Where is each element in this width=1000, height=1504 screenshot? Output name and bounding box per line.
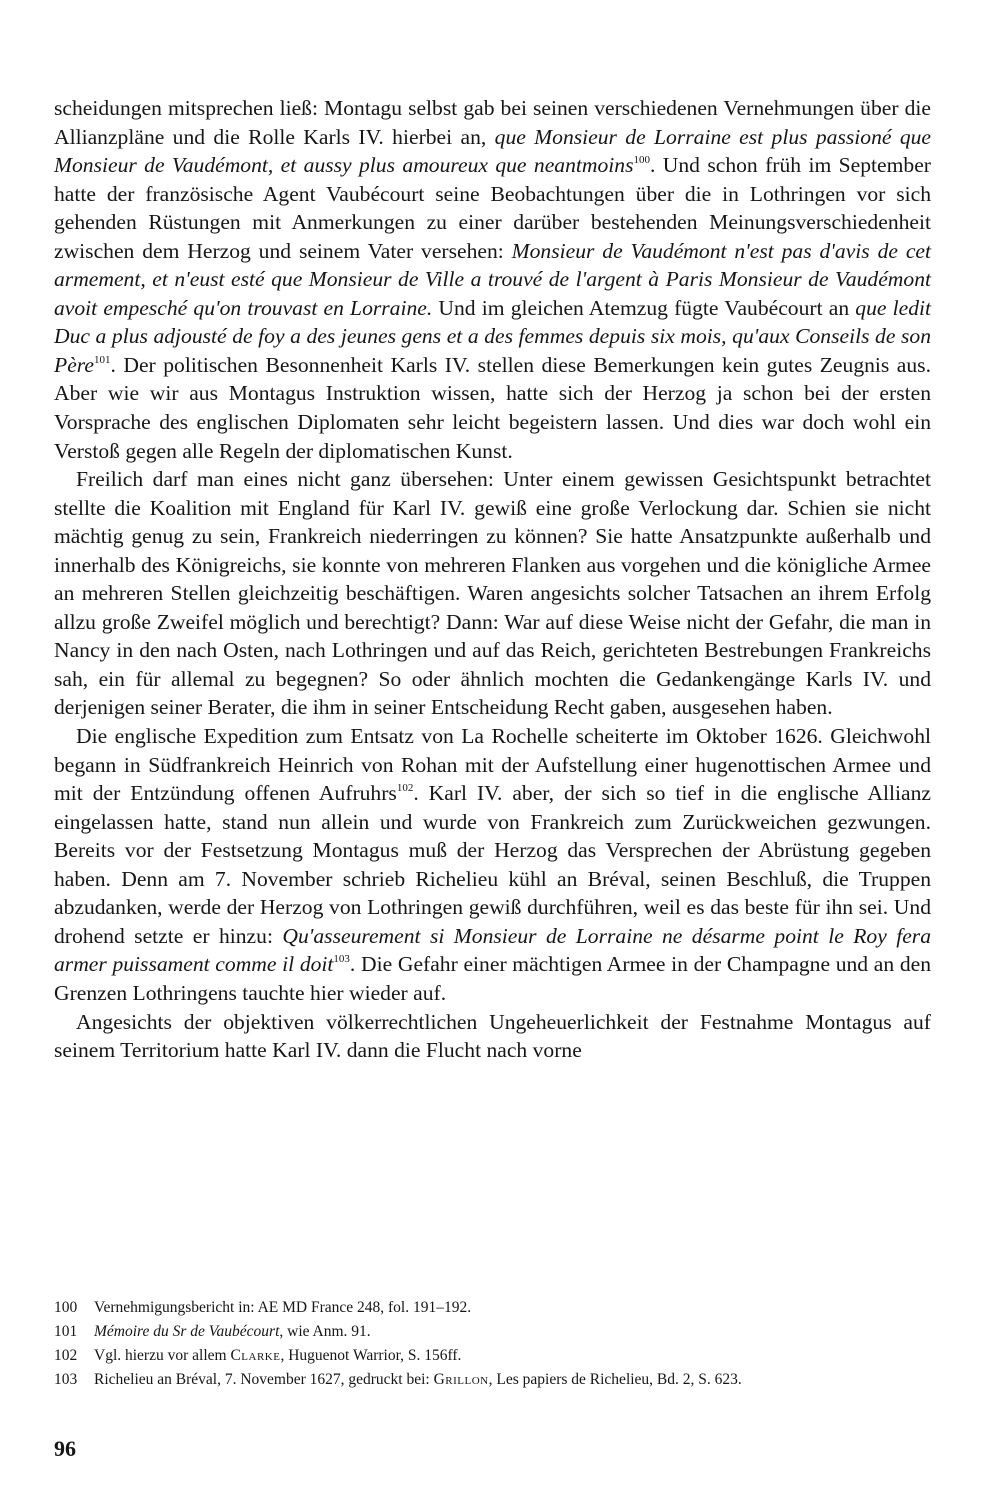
footnotes: [54, 1296, 931, 1392]
footnote-ref: 102: [396, 782, 414, 795]
paragraph: [54, 1008, 931, 1065]
text-run: , Les papiers de Richelieu, Bd. 2, S. 623.: [488, 1371, 742, 1388]
text-run: Angesichts der objektiven völkerrechtlichen Ungeheuerlichkeit der Festnahme Montagus auf seinem Territorium hatte Karl IV. dann die Flucht nach vorne: [54, 1009, 931, 1063]
footnote: [54, 1344, 931, 1368]
text-run: Vgl. hierzu vor allem: [94, 1347, 231, 1364]
text-run: , wie Anm. 91.: [279, 1323, 371, 1340]
footnote-ref: 103: [333, 953, 350, 966]
text-run: . Der politischen Besonnenheit Karls IV. stellen diese Bemerkungen kein gutes Zeugnis aus. Aber wie wir aus Montagus Instruktion wissen, hatte sich der Herzog ja schon bei der ersten Vorsprache des englischen Diplomaten sehr leicht begeistern lassen. Und dies war doch wohl ein Verstoß gegen alle Regeln der diplomatischen Kunst.: [54, 352, 931, 463]
paragraph: [54, 722, 931, 1007]
author-name: Grillon: [433, 1371, 489, 1388]
footnote-text: [94, 1368, 931, 1392]
footnote-number: 102: [54, 1347, 78, 1364]
footnote-text: [94, 1320, 931, 1344]
italic-quote: que Monsieur de Lorraine est plus passioné que Monsieur de Vaudémont, et aussy plus amoureux que neantmoins: [54, 124, 931, 178]
italic-quote: Qu'asseurement si Monsieur de Lorraine ne désarme point le Roy fera armer puissament comme il doit: [54, 923, 932, 977]
italic-quote: que ledit Duc a plus adjousté de foy a des jeunes gens et a des femmes depuis six mois, qu'aux Conseils de son Père: [54, 295, 931, 377]
paragraph: [54, 94, 931, 465]
footnote: [54, 1368, 931, 1392]
text-run: . Die Gefahr einer mächtigen Armee in der Champagne und an den Grenzen Lothringens tauchte hier wieder auf.: [54, 952, 932, 1005]
body-text: [54, 94, 931, 1065]
text-run: Die englische Expedition zum Entsatz von La Rochelle scheiterte im Oktober 1626. Gleichwohl begann in Südfrankreich Heinrich von Rohan mit der Aufstellung einer hugenottischen Armee und mit der Entzündung offenen Aufruhrs: [54, 724, 931, 806]
text-run: Und im gleichen Atemzug fügte Vaubécourt an: [432, 295, 856, 320]
text-run: Vernehmigungsbericht in: AE MD France 248, fol. 191–192.: [94, 1299, 472, 1316]
footnote-text: [94, 1296, 931, 1320]
page-number: 96: [54, 1436, 76, 1461]
author-name: Clarke: [230, 1347, 281, 1364]
footnote-number: 101: [54, 1323, 78, 1340]
italic-quote: Monsieur de Vaudémont n'est pas d'avis de cet armement, et n'eust esté que Monsieur de Ville a trouvé de l'argent à Paris Monsieur de Vaudémont avoit empesché qu'on trouvast en Lorraine.: [54, 238, 931, 320]
footnote-number: 100: [54, 1299, 78, 1316]
text-run: . Und schon früh im September hatte der französische Agent Vaubécourt seine Beobachtungen über die in Lothringen vor sich gehenden Rüstungen mit Anmerkungen zu einer darüber bestehenden Meinungsverschiedenheit zwischen dem Herzog und seinem Vater versehen:: [54, 153, 932, 263]
text-run: , Huguenot Warrior, S. 156ff.: [280, 1347, 462, 1364]
footnote: [54, 1320, 931, 1344]
footnote-number: 103: [54, 1371, 78, 1388]
text-run: . Karl IV. aber, der sich so tief in die englische Allianz eingelassen hatte, stand nun allein und wurde von Frankreich zum Zurückweichen gezwungen. Bereits vor der Festsetzung Montagus muß der Herzog das Versprechen der Abrüstung gegeben haben. Denn am 7. November schrieb Richelieu kühl an Bréval, seinen Beschluß, die Truppen abzudanken, werde der Herzog von Lothringen gewiß durchführen, weil es das beste für ihn sei. Und drohend setzte er hinzu:: [54, 781, 931, 948]
paragraph: [54, 465, 931, 722]
text-run: scheidungen mitsprechen ließ: Montagu selbst gab bei seinen verschiedenen Vernehmungen über die Allianzpläne und die Rolle Karls IV. hierbei an,: [54, 96, 931, 149]
italic-quote: Mémoire du Sr de Vaubécourt: [94, 1323, 280, 1340]
footnote: [54, 1296, 931, 1320]
footnote-ref: 100: [633, 154, 650, 167]
text-run: Richelieu an Bréval, 7. November 1627, gedruckt bei:: [94, 1371, 434, 1388]
footnote-ref: 101: [93, 353, 111, 366]
footnote-text: [94, 1344, 931, 1368]
text-run: Freilich darf man eines nicht ganz übersehen: Unter einem gewissen Gesichtspunkt betrachtet stellte die Koalition mit England für Karl IV. gewiß eine große Verlockung dar. Schien sie nicht mächtig genug zu sein, Frankreich niederringen zu können? Sie hatte Ansatzpunkte außerhalb und innerhalb des Königreichs, sie konnte von mehreren Flanken aus vorgehen und die königliche Armee an mehreren Stellen gleichzeitig beschäftigen. Waren angesichts solcher Tatsachen an ihrem Erfolg allzu große Zweifel möglich und berechtigt? Dann: War auf diese Weise nicht der Gefahr, die man in Nancy in den nach Osten, nach Lothringen und auf das Reich, gerichteten Bestrebungen Frankreichs sah, ein für allemal zu begegnen? So oder ähnlich mochten die Gedankengänge Karls IV. und derjenigen seiner Berater, die ihm in seiner Entscheidung Recht gaben, ausgesehen haben.: [54, 467, 931, 720]
